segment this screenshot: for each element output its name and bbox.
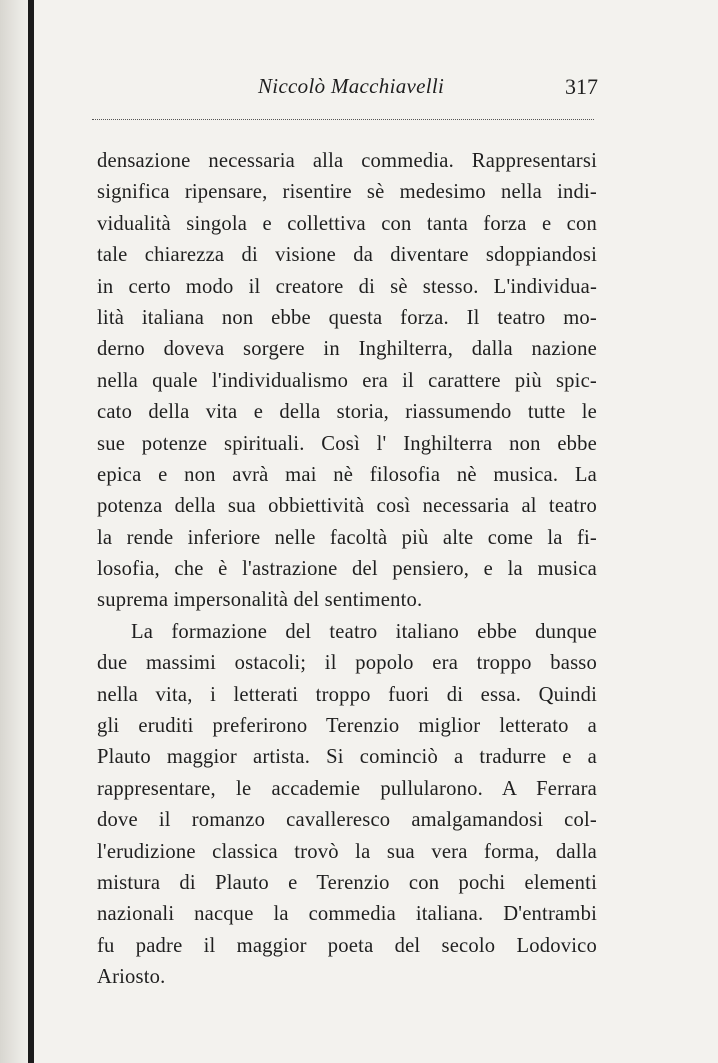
text-line: fu padre il maggior poeta del secolo Lodovico — [97, 934, 597, 957]
header-rule — [92, 119, 594, 120]
running-header — [250, 74, 600, 104]
text-line: la rende inferiore nelle facoltà più alte come la fi- — [97, 526, 597, 549]
text-line: cato della vita e della storia, riassumendo tutte le — [97, 401, 597, 424]
text-line: tale chiarezza di visione da diventare sdoppiandosi — [97, 244, 597, 267]
paragraph-end-line: Ariosto. — [97, 966, 166, 989]
text-line: dove il romanzo cavalleresco amalgamandosi col- — [97, 809, 597, 832]
text-line: nella vita, i letterati troppo fuori di essa. Quindi — [97, 683, 597, 706]
text-line: densazione necessaria alla commedia. Rappresentarsi — [97, 150, 597, 172]
text-line: epica e non avrà mai nè filosofia nè musica. La — [97, 463, 597, 486]
binding-edge — [28, 0, 34, 1063]
paragraph-start-line: La formazione del teatro italiano ebbe dunque — [131, 620, 597, 643]
text-line: l'erudizione classica trovò la sua vera forma, dalla — [97, 840, 597, 863]
body-text — [97, 146, 597, 994]
text-line: derno doveva sorgere in Inghilterra, dalla nazione — [97, 338, 597, 361]
text-line: losofia, che è l'astrazione del pensiero, e la musica — [97, 558, 597, 581]
text-line: sue potenze spirituali. Così l' Inghilterra non ebbe — [97, 432, 597, 455]
text-line: significa ripensare, risentire sè medesimo nella indi- — [97, 181, 597, 204]
running-title: Niccolò Macchiavelli — [258, 74, 445, 98]
text-line: in certo modo il creatore di sè stesso. L'individua- — [97, 275, 597, 298]
text-line: Plauto maggior artista. Si cominciò a tradurre e a — [97, 746, 597, 769]
text-line: mistura di Plauto e Terenzio con pochi elementi — [97, 871, 597, 894]
text-line: gli eruditi preferirono Terenzio miglior letterato a — [97, 715, 597, 738]
text-line: rappresentare, le accademie pullularono. A Ferrara — [97, 777, 597, 800]
text-line: nella quale l'individualismo era il carattere più spic- — [97, 369, 597, 392]
paragraph-end-line: suprema impersonalità del sentimento. — [97, 589, 423, 612]
page-number: 317 — [565, 74, 598, 99]
text-line: lità italiana non ebbe questa forza. Il teatro mo- — [97, 306, 597, 329]
text-line: nazionali nacque la commedia italiana. D'entrambi — [97, 903, 597, 926]
text-line: due massimi ostacoli; il popolo era troppo basso — [97, 652, 597, 675]
text-line: potenza della sua obbiettività così necessaria al teatro — [97, 495, 597, 518]
text-line: vidualità singola e collettiva con tanta forza e con — [97, 212, 597, 235]
